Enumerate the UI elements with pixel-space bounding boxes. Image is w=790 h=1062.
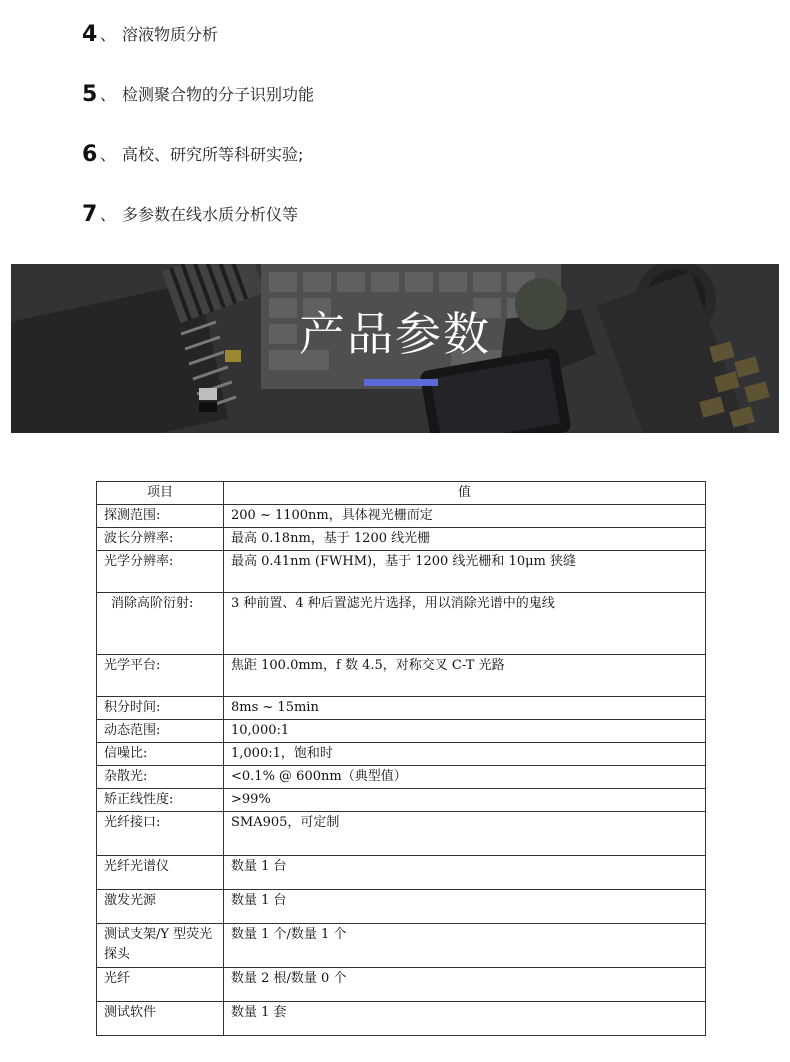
- application-list: [82, 18, 314, 258]
- row-value: 1,000:1，饱和时: [224, 743, 706, 766]
- row-label: 信噪比:: [97, 743, 224, 766]
- row-value: >99%: [224, 789, 706, 812]
- header-item: 项目: [97, 482, 224, 505]
- table-header-row: [97, 482, 706, 505]
- row-label: 杂散光:: [97, 766, 224, 789]
- section-banner: [11, 264, 779, 433]
- list-text: 多参数在线水质分析仪等: [122, 205, 299, 224]
- table-row: [97, 505, 706, 528]
- row-label: 光学分辨率:: [97, 551, 224, 593]
- table-row: [97, 743, 706, 766]
- row-label: 积分时间:: [97, 697, 224, 720]
- header-value: 值: [224, 482, 706, 505]
- table-row: [97, 812, 706, 856]
- row-value: SMA905，可定制: [224, 812, 706, 856]
- row-value: 数量 1 台: [224, 890, 706, 924]
- table-row: [97, 968, 706, 1002]
- list-text: 检测聚合物的分子识别功能: [122, 85, 315, 104]
- row-value: 数量 2 根/数量 0 个: [224, 968, 706, 1002]
- list-number: 6: [82, 142, 98, 167]
- list-item: [82, 18, 314, 78]
- table-row: [97, 697, 706, 720]
- table-row: [97, 551, 706, 593]
- row-label: 光纤: [97, 968, 224, 1002]
- table-row: [97, 856, 706, 890]
- row-value: 10,000:1: [224, 720, 706, 743]
- row-value: 3 种前置、4 种后置滤光片选择，用以消除光谱中的鬼线: [224, 593, 706, 655]
- banner-underline: [364, 379, 438, 386]
- row-value: 数量 1 台: [224, 856, 706, 890]
- parameters-table: [96, 481, 706, 1036]
- list-separator: 、: [100, 145, 117, 164]
- table-row: [97, 1002, 706, 1036]
- row-label: 动态范围:: [97, 720, 224, 743]
- banner-title: 产品参数: [299, 307, 491, 361]
- row-value: 数量 1 套: [224, 1002, 706, 1036]
- list-number: 4: [82, 22, 98, 47]
- list-item: [82, 138, 314, 198]
- row-value: 8ms ~ 15min: [224, 697, 706, 720]
- row-label: 探测范围:: [97, 505, 224, 528]
- list-separator: 、: [100, 25, 117, 44]
- list-separator: 、: [100, 205, 117, 224]
- list-item: [82, 78, 314, 138]
- list-number: 5: [82, 82, 98, 107]
- row-label: 光纤接口:: [97, 812, 224, 856]
- row-label: 光学平台:: [97, 655, 224, 697]
- row-label: 波长分辨率:: [97, 528, 224, 551]
- list-separator: 、: [100, 85, 117, 104]
- row-value: <0.1% @ 600nm（典型值）: [224, 766, 706, 789]
- row-label: 光纤光谱仪: [97, 856, 224, 890]
- table-row: [97, 924, 706, 968]
- row-value: 最高 0.18nm，基于 1200 线光栅: [224, 528, 706, 551]
- list-text: 溶液物质分析: [122, 25, 219, 44]
- row-label: 消除高阶衍射:: [97, 593, 224, 655]
- row-label: 测试支架/Y 型荧光探头: [97, 924, 224, 968]
- table-row: [97, 593, 706, 655]
- table-row: [97, 766, 706, 789]
- row-value: 最高 0.41nm (FWHM)，基于 1200 线光栅和 10μm 狭缝: [224, 551, 706, 593]
- row-label: 激发光源: [97, 890, 224, 924]
- table-row: [97, 655, 706, 697]
- list-number: 7: [82, 202, 98, 227]
- row-label: 矫正线性度:: [97, 789, 224, 812]
- table-row: [97, 789, 706, 812]
- table-row: [97, 890, 706, 924]
- list-item: [82, 198, 314, 258]
- row-value: 200 ~ 1100nm，具体视光栅而定: [224, 505, 706, 528]
- row-label: 测试软件: [97, 1002, 224, 1036]
- row-value: 数量 1 个/数量 1 个: [224, 924, 706, 968]
- row-value: 焦距 100.0mm，f 数 4.5，对称交叉 C-T 光路: [224, 655, 706, 697]
- table-row: [97, 528, 706, 551]
- list-text: 高校、研究所等科研实验;: [122, 145, 304, 164]
- table-row: [97, 720, 706, 743]
